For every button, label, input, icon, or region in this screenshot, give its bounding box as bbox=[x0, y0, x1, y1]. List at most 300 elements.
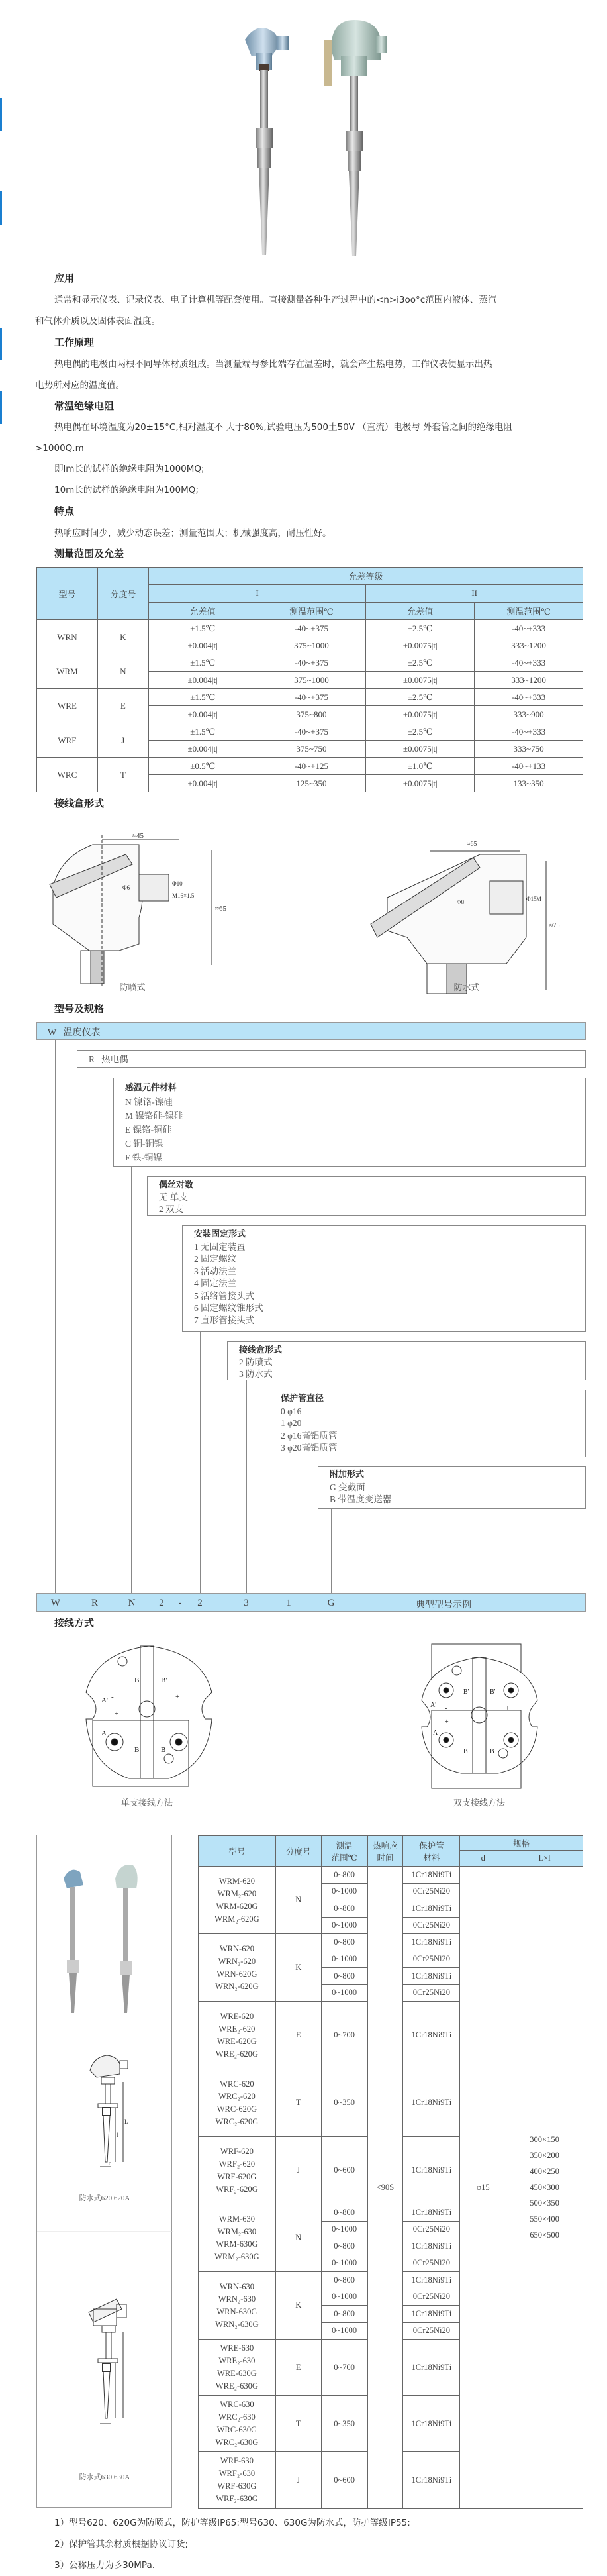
model-name: WRC₂-620G bbox=[215, 2116, 259, 2126]
graduation-cell: J bbox=[275, 2452, 321, 2508]
range-cell: 0~1000 bbox=[321, 1883, 367, 1900]
drawing-caption-630: 防水式630 630A bbox=[79, 2473, 130, 2481]
graduation-cell: E bbox=[97, 689, 148, 723]
range-cell: 0~800 bbox=[321, 1934, 367, 1951]
insulation-text: 10m长的试样的绝缘电阻为100MQ; bbox=[54, 485, 199, 495]
example-code: R bbox=[91, 1598, 99, 1608]
material-cell: 0Cr25Ni20 bbox=[403, 1883, 460, 1900]
value-cell: -40~+375 bbox=[257, 689, 366, 706]
material-cell: 0Cr25Ni20 bbox=[403, 1951, 460, 1968]
thermocouple-spray-type-photo bbox=[245, 28, 289, 255]
value-cell: ±0.0075|t| bbox=[366, 775, 475, 792]
spec-option: 4 固定法兰 bbox=[194, 1278, 237, 1288]
model-cell: WRE bbox=[37, 689, 98, 723]
value-cell: 333~750 bbox=[475, 741, 583, 758]
model-name: WRN-620 bbox=[219, 1943, 254, 1953]
polarity-label: + bbox=[445, 1718, 449, 1726]
dimension-width: ≈65 bbox=[467, 841, 477, 848]
header-model: 型号 bbox=[37, 568, 98, 620]
spec-box-title: 保护管直径 bbox=[281, 1394, 324, 1404]
dimension-l: l bbox=[117, 2132, 118, 2138]
insulation-text: >1000Q.m bbox=[35, 443, 84, 454]
table-row bbox=[37, 689, 583, 706]
spec-box-title: 安装固定形式 bbox=[194, 1229, 246, 1239]
dimension-thread: M16×1.5 bbox=[172, 892, 195, 899]
model-name: WRF₂-620G bbox=[216, 2184, 258, 2194]
example-code: 2 bbox=[197, 1598, 203, 1608]
spec-option: 2 双支 bbox=[159, 1204, 184, 1214]
table-row bbox=[37, 654, 583, 672]
section-title-principle: 工作原理 bbox=[54, 336, 95, 348]
material-cell: 1Cr18Ni9Ti bbox=[403, 1900, 460, 1918]
range-cell: 0~800 bbox=[321, 2306, 367, 2323]
value-cell: -40~+333 bbox=[475, 654, 583, 672]
value-cell: ±1.0℃ bbox=[366, 758, 475, 775]
value-cell: 375~750 bbox=[257, 741, 366, 758]
value-cell: ±0.0075|t| bbox=[366, 672, 475, 689]
size-option: 350×200 bbox=[530, 2151, 559, 2161]
example-code: N bbox=[128, 1598, 136, 1608]
value-cell: ±2.5℃ bbox=[366, 654, 475, 672]
principle-text: 电势所对应的温度值。 bbox=[35, 380, 124, 391]
model-name: WRC-630 bbox=[220, 2400, 254, 2410]
terminal-label: B bbox=[463, 1748, 468, 1755]
section-title-wiring: 接线方式 bbox=[54, 1617, 95, 1629]
graduation-cell: E bbox=[275, 2340, 321, 2396]
value-cell: ±0.004|t| bbox=[148, 637, 257, 654]
spec-option: 2 φ16高铝质管 bbox=[281, 1430, 338, 1441]
spray-junction-box-drawing bbox=[46, 831, 225, 994]
graduation-cell: N bbox=[97, 654, 148, 689]
header-graduation: 分度号 bbox=[97, 568, 148, 620]
spec-box-title: 接线盒形式 bbox=[239, 1345, 283, 1355]
model-name: WRC₂-620 bbox=[218, 2091, 256, 2101]
header-material-line: 保护管 bbox=[419, 1841, 444, 1851]
value-cell: ±1.5℃ bbox=[148, 723, 257, 741]
graduation-cell: T bbox=[275, 2396, 321, 2452]
response-time-cell: <90S bbox=[367, 1867, 403, 2509]
material-cell: 1Cr18Ni9Ti bbox=[403, 2137, 460, 2204]
material-cell: 1Cr18Ni9Ti bbox=[403, 2238, 460, 2255]
header-material-line: 材料 bbox=[423, 1853, 440, 1863]
spec-option: 3 φ20高铝质管 bbox=[281, 1443, 338, 1453]
header-class-2: II bbox=[366, 585, 583, 603]
footnote: 2）保护管其余材质根据协议订货; bbox=[54, 2539, 189, 2550]
range-cell: 0~600 bbox=[321, 2137, 367, 2204]
terminal-label: B' bbox=[134, 1676, 141, 1684]
tree-line bbox=[200, 1332, 201, 1593]
spec-box-title: 偶丝对数 bbox=[159, 1180, 194, 1190]
value-cell: ±1.5℃ bbox=[148, 620, 257, 637]
spec-level-r bbox=[77, 1050, 586, 1068]
model-name: WRF₂-630G bbox=[216, 2494, 258, 2504]
model-name: WRF₂-620 bbox=[218, 2159, 256, 2169]
section-title-range: 测量范围及允差 bbox=[54, 548, 124, 560]
spec-option: B 带温度变送器 bbox=[330, 1494, 392, 1504]
dimension-width: ≈45 bbox=[132, 832, 144, 840]
value-cell: ±0.004|t| bbox=[148, 672, 257, 689]
model-name: WRM-630G bbox=[216, 2239, 258, 2249]
model-name: WRF₂-630 bbox=[218, 2469, 256, 2479]
model-name: WRN₂-630 bbox=[218, 2294, 256, 2304]
diameter-cell: φ15 bbox=[460, 1867, 506, 2509]
code: W bbox=[48, 1028, 57, 1038]
model-cell: WRM bbox=[37, 654, 98, 689]
dimension-outlet: Φ10 bbox=[172, 880, 183, 887]
model-cell bbox=[199, 2137, 276, 2204]
model-name: WRF-630G bbox=[217, 2481, 257, 2491]
spec-option: 2 防喷式 bbox=[239, 1357, 273, 1367]
material-cell: 1Cr18Ni9Ti bbox=[403, 2069, 460, 2137]
model-name: WRM-630 bbox=[218, 2214, 255, 2224]
header-range: 测温范围℃ bbox=[475, 603, 583, 620]
size-option: 450×300 bbox=[530, 2183, 559, 2192]
model-cell: WRF bbox=[37, 723, 98, 758]
footnote: 3）公称压力为彡30MPa. bbox=[54, 2560, 156, 2571]
model-spec-table bbox=[198, 1835, 583, 2509]
model-name: WRN₂-630G bbox=[215, 2319, 259, 2329]
table-row bbox=[199, 1867, 583, 1884]
label: 温度仪表 bbox=[63, 1028, 101, 1038]
model-name: WRC-630G bbox=[216, 2425, 257, 2435]
material-cell: 1Cr18Ni9Ti bbox=[403, 2396, 460, 2452]
polarity-label: - bbox=[175, 1710, 178, 1718]
value-cell: -40~+333 bbox=[475, 723, 583, 741]
range-cell: 0~1000 bbox=[321, 2255, 367, 2272]
table-row bbox=[37, 758, 583, 775]
size-option: 500×350 bbox=[530, 2198, 559, 2208]
model-name: WRE-630G bbox=[217, 2369, 257, 2379]
thermocouple-water-type-photo bbox=[324, 20, 387, 256]
side-accent-bar bbox=[0, 391, 2, 424]
range-cell: 0~800 bbox=[321, 2272, 367, 2289]
model-name: WRN-620G bbox=[216, 1969, 257, 1979]
graduation-cell: N bbox=[275, 1867, 321, 1934]
value-cell: ±1.5℃ bbox=[148, 654, 257, 672]
model-cell bbox=[199, 1934, 276, 2002]
graduation-cell: K bbox=[97, 620, 148, 654]
model-cell: WRC bbox=[37, 758, 98, 792]
spec-option: 6 固定螺纹锥形式 bbox=[194, 1303, 263, 1313]
model-name: WRN-630 bbox=[219, 2281, 254, 2291]
model-name: WRM₂-630 bbox=[217, 2226, 257, 2236]
spec-junction-box bbox=[227, 1341, 586, 1380]
header-lxl: L×l bbox=[506, 1851, 583, 1867]
double-wiring-caption: 双支接线方法 bbox=[453, 1798, 506, 1808]
value-cell: ±0.004|t| bbox=[148, 706, 257, 723]
polarity-label: - bbox=[506, 1718, 508, 1726]
spec-option: E 镍铬-铜硅 bbox=[125, 1125, 172, 1135]
terminal-label: A bbox=[101, 1729, 107, 1737]
tree-line bbox=[246, 1380, 247, 1593]
terminal-label: B' bbox=[161, 1676, 167, 1684]
dimension-L: L bbox=[124, 2118, 128, 2125]
header-tolerance: 允差值 bbox=[148, 603, 257, 620]
spec-option: 2 固定螺纹 bbox=[194, 1254, 237, 1264]
spec-mount-box bbox=[182, 1225, 586, 1332]
range-cell: 0~1000 bbox=[321, 1951, 367, 1968]
dimension-outlet: Φ15 bbox=[526, 896, 537, 902]
model-drawing-630 bbox=[89, 2299, 126, 2424]
header-class-1: I bbox=[148, 585, 366, 603]
model-illustrations bbox=[37, 1835, 173, 2508]
header-tolerance: 允差值 bbox=[366, 603, 475, 620]
header-spec: 规格 bbox=[460, 1836, 583, 1851]
header-model: 型号 bbox=[199, 1836, 276, 1867]
spec-option: 1 无固定装置 bbox=[194, 1241, 246, 1252]
model-name: WRE₂-630G bbox=[215, 2381, 258, 2391]
example-label: 典型型号示例 bbox=[416, 1600, 471, 1610]
model-name: WRN₂-620 bbox=[218, 1956, 256, 1966]
material-cell: 1Cr18Ni9Ti bbox=[403, 1867, 460, 1884]
range-cell: 0~1000 bbox=[321, 2221, 367, 2238]
model-cell bbox=[199, 2272, 276, 2340]
insulation-text: 即lm长的试样的绝缘电阻为1000MQ; bbox=[54, 464, 205, 474]
double-wiring-diagram bbox=[418, 1641, 541, 1793]
spec-option: N 镍铬-镍硅 bbox=[125, 1097, 173, 1107]
model-name: WRM₂-620G bbox=[214, 1914, 259, 1924]
section-title-features: 特点 bbox=[54, 505, 75, 517]
example-code: G bbox=[327, 1598, 335, 1608]
spec-option: C 铜-铜镍 bbox=[125, 1139, 163, 1149]
model-cell bbox=[199, 2002, 276, 2069]
terminal-label: B' bbox=[463, 1688, 469, 1696]
example-code: 1 bbox=[286, 1598, 291, 1608]
value-cell: ±0.004|t| bbox=[148, 741, 257, 758]
range-cell: 0~350 bbox=[321, 2069, 367, 2137]
model-drawing-620 bbox=[90, 2055, 128, 2167]
model-name: WRF-620 bbox=[220, 2146, 254, 2156]
tree-line bbox=[331, 1509, 332, 1593]
material-cell: 0Cr25Ni20 bbox=[403, 2322, 460, 2340]
example-code: 3 bbox=[244, 1598, 249, 1608]
model-cell bbox=[199, 2452, 276, 2508]
spec-option: F 铁-铜镍 bbox=[125, 1153, 162, 1162]
material-cell: 1Cr18Ni9Ti bbox=[403, 1968, 460, 1985]
value-cell: 375~1000 bbox=[257, 637, 366, 654]
value-cell: ±0.004|t| bbox=[148, 775, 257, 792]
range-cell: 0~800 bbox=[321, 2204, 367, 2222]
range-cell: 0~350 bbox=[321, 2396, 367, 2452]
graduation-cell: T bbox=[275, 2069, 321, 2137]
range-cell: 0~700 bbox=[321, 2002, 367, 2069]
polarity-label: + bbox=[115, 1710, 119, 1718]
polarity-label: + bbox=[175, 1693, 180, 1701]
model-name: WRE-620 bbox=[220, 2011, 254, 2021]
model-name: WRE₂-630 bbox=[218, 2356, 256, 2366]
spec-option: G 变截面 bbox=[330, 1482, 365, 1492]
section-title-application: 应用 bbox=[54, 272, 75, 284]
tree-line bbox=[55, 1040, 56, 1593]
value-cell: -40~+375 bbox=[257, 654, 366, 672]
code: R bbox=[89, 1055, 95, 1064]
header-response-line: 热响应 bbox=[373, 1841, 398, 1851]
header-d: d bbox=[460, 1851, 506, 1867]
spec-material-box bbox=[113, 1078, 586, 1167]
example-bar bbox=[36, 1593, 586, 1612]
value-cell: -40~+125 bbox=[257, 758, 366, 775]
material-cell: 1Cr18Ni9Ti bbox=[403, 2340, 460, 2396]
size-option: 400×250 bbox=[530, 2167, 559, 2177]
spec-option: 5 活络管接头式 bbox=[194, 1290, 255, 1301]
material-cell: 1Cr18Ni9Ti bbox=[403, 2272, 460, 2289]
application-text: 和气体介质以及固体表面温度。 bbox=[35, 316, 160, 327]
dimension-thread: M bbox=[536, 896, 542, 902]
terminal-label: A' bbox=[101, 1696, 108, 1704]
model-name: WRC-620G bbox=[216, 2104, 257, 2114]
spec-option: 1 φ20 bbox=[281, 1418, 302, 1428]
example-code: W bbox=[50, 1598, 61, 1608]
terminal-label: A bbox=[433, 1729, 438, 1737]
side-accent-bar bbox=[0, 328, 2, 360]
example-code: 2 bbox=[159, 1598, 164, 1608]
dimension-height: ≈65 bbox=[215, 905, 227, 913]
range-cell: 0~1000 bbox=[321, 2289, 367, 2306]
terminal-label: B bbox=[161, 1746, 166, 1754]
value-cell: 125~350 bbox=[257, 775, 366, 792]
footnote: 1）型号620、620G为防喷式，防护等级IP65:型号630、630G为防水式，防护等级IP55: bbox=[54, 2518, 410, 2528]
header-range-line: 范围℃ bbox=[331, 1853, 357, 1863]
range-cell: 0~800 bbox=[321, 1968, 367, 1985]
value-cell: -40~+375 bbox=[257, 620, 366, 637]
value-cell: ±1.5℃ bbox=[148, 689, 257, 706]
material-cell: 1Cr18Ni9Ti bbox=[403, 2204, 460, 2222]
size-cell bbox=[506, 1867, 583, 2509]
header-response-line: 时间 bbox=[377, 1853, 394, 1863]
model-name: WRE₂-620G bbox=[215, 2049, 258, 2059]
drawing-caption-620: 防水式620 620A bbox=[79, 2194, 130, 2202]
range-cell: 0~800 bbox=[321, 2238, 367, 2255]
material-cell: 0Cr25Ni20 bbox=[403, 2221, 460, 2238]
graduation-cell: K bbox=[275, 1934, 321, 2002]
material-cell: 1Cr18Ni9Ti bbox=[403, 2002, 460, 2069]
model-name: WRE-630 bbox=[220, 2344, 254, 2353]
value-cell: ±0.0075|t| bbox=[366, 741, 475, 758]
material-cell: 0Cr25Ni20 bbox=[403, 2289, 460, 2306]
material-cell: 1Cr18Ni9Ti bbox=[403, 2452, 460, 2508]
model-name: WRN-630G bbox=[216, 2306, 257, 2316]
spec-level-w bbox=[36, 1022, 586, 1040]
example-code: - bbox=[178, 1598, 182, 1608]
polarity-label: + bbox=[506, 1705, 510, 1712]
model-name: WRM-620G bbox=[216, 1901, 258, 1911]
range-cell: 0~700 bbox=[321, 2340, 367, 2396]
model-name: WRC₂-630 bbox=[218, 2412, 256, 2422]
model-name: WRE₂-620 bbox=[218, 2024, 256, 2034]
header-material bbox=[403, 1836, 460, 1867]
range-cell: 0~1000 bbox=[321, 1917, 367, 1934]
graduation-cell: N bbox=[275, 2204, 321, 2272]
graduation-cell: T bbox=[97, 758, 148, 792]
principle-text: 热电偶的电极由两根不同导体材质组成。当测量端与参比端存在温差时，就会产生热电势，工作仪表便显示出热 bbox=[54, 359, 492, 370]
model-name: WRM-620 bbox=[218, 1876, 255, 1886]
table-row bbox=[37, 620, 583, 637]
spec-box-title: 附加形式 bbox=[330, 1470, 365, 1480]
dimension-d: d bbox=[109, 2160, 112, 2167]
spec-option: 3 活动法兰 bbox=[194, 1266, 237, 1276]
model-name: WRF-620G bbox=[217, 2171, 257, 2181]
model-name: WRE-620G bbox=[217, 2036, 257, 2046]
size-option: 300×150 bbox=[530, 2135, 559, 2145]
range-cell: 0~1000 bbox=[321, 1984, 367, 2002]
header-range bbox=[321, 1836, 367, 1867]
value-cell: ±2.5℃ bbox=[366, 723, 475, 741]
material-cell: 0Cr25Ni20 bbox=[403, 1917, 460, 1934]
size-option: 550×400 bbox=[530, 2214, 559, 2224]
model-cell bbox=[199, 2340, 276, 2396]
range-cell: 0~800 bbox=[321, 1900, 367, 1918]
model-illustration-panel bbox=[36, 1835, 172, 2508]
material-cell: 1Cr18Ni9Ti bbox=[403, 2306, 460, 2323]
spray-type-caption: 防喷式 bbox=[119, 982, 146, 992]
value-cell: -40~+333 bbox=[475, 620, 583, 637]
section-title-junction: 接线盒形式 bbox=[54, 798, 105, 809]
graduation-cell: E bbox=[275, 2002, 321, 2069]
terminal-label: B' bbox=[490, 1688, 496, 1696]
spec-option: 无 单支 bbox=[159, 1192, 188, 1202]
terminal-label: B bbox=[134, 1746, 140, 1754]
side-accent-bar bbox=[0, 191, 2, 225]
size-option: 650×500 bbox=[530, 2230, 559, 2240]
model-name: WRN₂-620G bbox=[215, 1981, 259, 1991]
material-cell: 0Cr25Ni20 bbox=[403, 1984, 460, 2002]
model-name: WRC-620 bbox=[220, 2079, 254, 2088]
value-cell: 333~1200 bbox=[475, 637, 583, 654]
model-cell bbox=[199, 2204, 276, 2272]
spec-option: 7 直形管接头式 bbox=[194, 1315, 255, 1325]
value-cell: 375~1000 bbox=[257, 672, 366, 689]
spec-option: M 镍铬硅-镍硅 bbox=[125, 1111, 183, 1121]
header-range-line: 测温 bbox=[336, 1841, 353, 1851]
value-cell: ±0.0075|t| bbox=[366, 637, 475, 654]
spec-option: 3 防水式 bbox=[239, 1369, 273, 1379]
material-cell: 0Cr25Ni20 bbox=[403, 2255, 460, 2272]
terminal-label: B bbox=[490, 1748, 494, 1755]
label: 热电偶 bbox=[101, 1055, 128, 1064]
terminal-label: A' bbox=[430, 1702, 437, 1709]
header-response bbox=[367, 1836, 403, 1867]
table-row bbox=[37, 723, 583, 741]
header-range: 测温范围℃ bbox=[257, 603, 366, 620]
value-cell: 375~800 bbox=[257, 706, 366, 723]
value-cell: ±2.5℃ bbox=[366, 689, 475, 706]
single-wiring-caption: 单支接线方法 bbox=[120, 1798, 173, 1808]
value-cell: -40~+375 bbox=[257, 723, 366, 741]
model-photo bbox=[64, 1865, 138, 2013]
model-name: WRC₂-630G bbox=[215, 2438, 259, 2447]
model-name: WRF-630 bbox=[220, 2456, 254, 2466]
water-junction-box-drawing bbox=[367, 831, 566, 994]
features-text: 热响应时间少，减少动态误差；测量范围大；机械强度高，耐压性好。 bbox=[54, 528, 332, 539]
spec-box-title: 感温元件材料 bbox=[125, 1083, 177, 1093]
value-cell: 333~900 bbox=[475, 706, 583, 723]
polarity-label: - bbox=[445, 1705, 447, 1712]
tree-line bbox=[131, 1167, 132, 1593]
spec-option: 0 φ16 bbox=[281, 1406, 302, 1416]
model-name: WRM₂-630G bbox=[214, 2251, 259, 2261]
value-cell: 133~350 bbox=[475, 775, 583, 792]
graduation-cell: J bbox=[97, 723, 148, 758]
value-cell: 333~1200 bbox=[475, 672, 583, 689]
spec-pairs-box bbox=[147, 1176, 586, 1216]
model-cell bbox=[199, 2069, 276, 2137]
insulation-text: 热电偶在环境温度为20±15°C,相对湿度不 大于80%,试验电压为500土50V （直流）电极与 外套管之间的绝缘电阻 bbox=[54, 422, 512, 433]
header-grade: 允差等级 bbox=[148, 568, 583, 585]
spec-extra-box bbox=[318, 1466, 586, 1509]
dimension-height: ≈75 bbox=[549, 922, 560, 929]
value-cell: ±0.5℃ bbox=[148, 758, 257, 775]
model-cell bbox=[199, 2396, 276, 2452]
